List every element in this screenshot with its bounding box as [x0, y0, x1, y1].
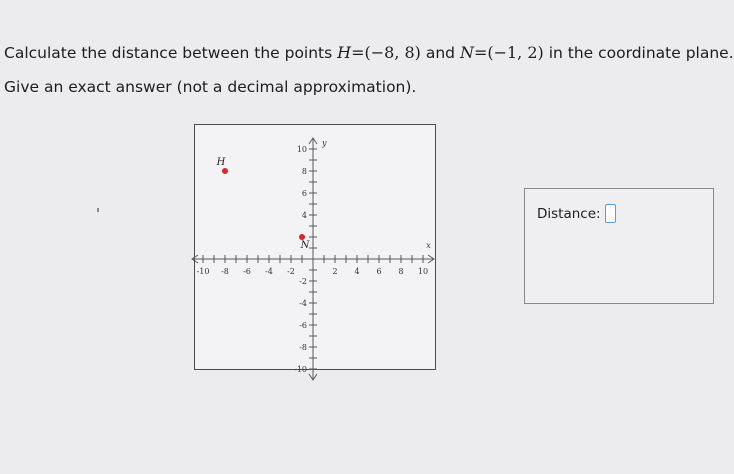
y-tick-label: 10: [296, 145, 307, 154]
x-tick-label: -6: [243, 267, 251, 276]
y-tick-label: -2: [299, 277, 307, 286]
question-and: and: [420, 44, 460, 62]
x-axis-label: x: [426, 241, 431, 250]
question-line-2: Give an exact answer (not a decimal approximation).: [4, 78, 417, 96]
y-tick-label: -6: [299, 321, 307, 330]
answer-row: [537, 204, 616, 223]
y-tick-label: -10: [294, 365, 307, 374]
point-h-label: H: [216, 157, 226, 168]
x-tick-label: 4: [354, 267, 360, 276]
y-axis-label: y: [322, 138, 327, 148]
x-tick-label: 8: [398, 267, 404, 276]
coordinate-plane-svg: [195, 125, 435, 374]
x-tick-label: -4: [265, 267, 273, 276]
x-tick-label: 6: [376, 267, 382, 276]
y-tick-label: -4: [299, 299, 307, 308]
y-tick-label: -8: [299, 343, 307, 352]
plotted-points: [216, 157, 311, 251]
question-text: [4, 36, 734, 104]
x-tick-label: 2: [332, 267, 338, 276]
coordinate-plane: [194, 124, 436, 374]
question-part-2: in the coordinate plane.: [543, 44, 734, 62]
y-tick-label: 6: [301, 189, 307, 198]
point-h-name: H: [337, 43, 352, 62]
x-tick-label: 10: [417, 267, 429, 276]
x-tick-label: -8: [221, 267, 229, 276]
x-axis-ticks: [197, 267, 429, 276]
x-tick-label: -10: [196, 267, 210, 276]
point-n-coords: (−1, 2): [487, 43, 544, 62]
stray-mark: [97, 208, 99, 212]
point-n-label: N: [300, 240, 310, 251]
question-part-1: Calculate the distance between the points: [4, 44, 338, 62]
axes: [192, 138, 434, 380]
point-n-name: N: [459, 43, 474, 62]
y-tick-label: 4: [301, 211, 307, 220]
point-h-coords: (−8, 8): [364, 43, 421, 62]
point-h-marker: [222, 168, 228, 174]
answer-box: [524, 188, 714, 304]
distance-label: Distance:: [537, 205, 601, 222]
y-tick-label: 8: [301, 167, 307, 176]
question-line-1: Calculate the distance between the points H=(−8, 8) and N=(−1, 2) in the coordinate plane.: [4, 43, 734, 62]
distance-input[interactable]: [605, 204, 616, 223]
x-tick-label: -2: [287, 267, 295, 276]
